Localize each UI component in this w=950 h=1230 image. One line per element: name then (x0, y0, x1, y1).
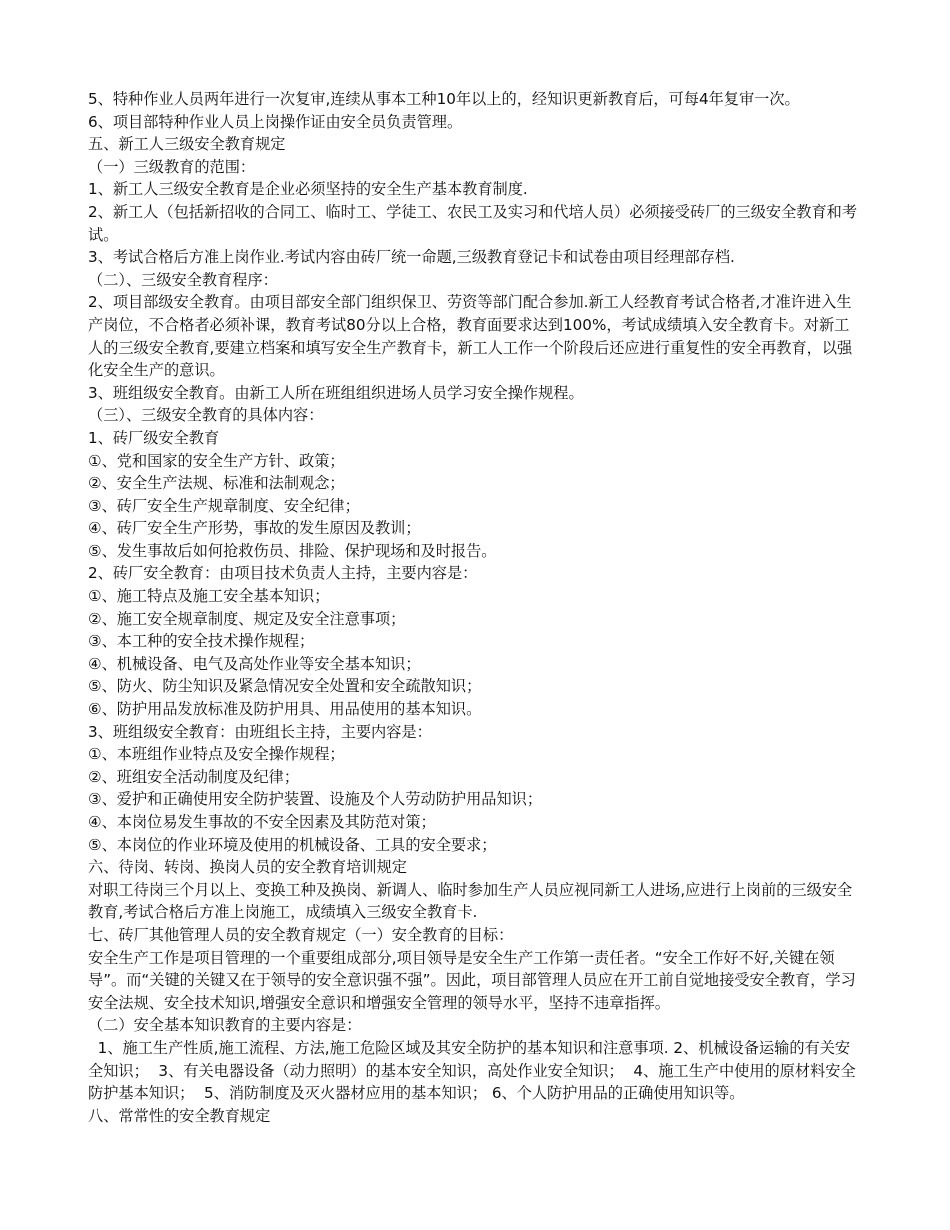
list-item: ②、安全生产法规、标准和法制观念； (88, 474, 345, 493)
list-item: ⑤、发生事故后如何抢救伤员、排险、保护现场和及时报告。 (88, 541, 497, 560)
list-item: ②、施工安全规章制度、规定及安全注意事项； (88, 609, 406, 628)
section-heading: 七、砖厂其他管理人员的安全教育规定（一）安全教育的目标： (88, 925, 514, 944)
subsection-heading: （二）安全基本知识教育的主要内容是： (88, 1016, 362, 1035)
subsection-heading: （一）三级教育的范围： (88, 157, 256, 176)
paragraph: 5、特种作业人员两年进行一次复审,连续从事本工种10年以上的，经知识更新教育后，可每4年复审一次。 (88, 90, 800, 108)
paragraph: 安全生产工作是项目管理的一个重要组成部分,项目领导是安全生产工作第一责任者。“安全工作好不好,关键在领导”。而“关键的关键又在于领导的安全意识强不强”。因此，项目部管理人员应在开工前自觉地接受安全教育，学习安全法规、安全技术知识,增强安全意识和增强安全管理的领导水平，坚持不违章指挥。 (88, 948, 856, 1012)
list-heading: 2、砖厂安全教育：由项目技术负责人主持，主要内容是： (88, 564, 478, 583)
list-item: ③、爱护和正确使用安全防护装置、设施及个人劳动防护用品知识； (88, 790, 543, 809)
paragraph: 2、新工人（包括新招收的合同工、临时工、学徒工、农民工及实习和代培人员）必须接受砖厂的三级安全教育和考试。 (88, 202, 858, 244)
paragraph: 2、项目部级安全教育。由项目部安全部门组织保卫、劳资等部门配合参加.新工人经教育考试合格者,才准许进入生产岗位，不合格者必须补课，教育考试80分以上合格，教育面要求达到100%，考试成绩填入安全教育卡。对新工人的三级安全教育,要建立档案和填写安全生产教育卡，新工人工作一个阶段后还应进行重复性的安全再教育，以强化安全生产的意识。 (88, 293, 853, 380)
subsection-heading: （三）、三级安全教育的具体内容： (88, 406, 324, 425)
paragraph: 1、新工人三级安全教育是企业必须坚持的安全生产基本教育制度. (88, 180, 528, 199)
list-item: ③、本工种的安全技术操作规程； (88, 632, 315, 651)
paragraph: 6、项目部特种作业人员上岗操作证由安全员负责管理。 (88, 112, 463, 131)
paragraph: 3、考试合格后方准上岗作业.考试内容由砖厂统一命题,三级教育登记卡和试卷由项目经理部存档. (88, 248, 735, 267)
list-item: ③、砖厂安全生产规章制度、安全纪律； (88, 496, 360, 515)
list-item: ②、班组安全活动制度及纪律； (88, 767, 300, 786)
paragraph: 对职工待岗三个月以上、变换工种及换岗、新调人、临时参加生产人员应视同新工人进场,应进行上岗前的三级安全教育,考试合格后方准上岗施工，成绩填入三级安全教育卡. (88, 880, 853, 922)
document-page (88, 88, 862, 1127)
list-item: ④、机械设备、电气及高处作业等安全基本知识； (88, 654, 421, 673)
list-item: ①、本班组作业特点及安全操作规程； (88, 745, 345, 764)
list-item: ④、本岗位易发生事故的不安全因素及其防范对策； (88, 813, 436, 831)
list-heading: 3、班组级安全教育：由班组长主持，主要内容是： (88, 722, 432, 741)
paragraph: 1、施工生产性质,施工流程、方法,施工危险区域及其安全防护的基本知识和注意事项. 2、机械设备运输的有关安全知识； 3、有关电器设备（动力照明）的基本安全知识，高处作业安全知识； 4、施工生产中使用的原材料安全防护基本知识； 5、消防制度及灭火器材应用的基本知识； 6、个人防护用品的正确使用知识等。 (88, 1038, 856, 1103)
list-item: ⑤、本岗位的作业环境及使用的机械设备、工具的安全要求； (88, 835, 497, 854)
section-heading: 五、新工人三级安全教育规定 (88, 135, 286, 154)
list-item: ⑤、防火、防尘知识及紧急情况安全处置和安全疏散知识； (88, 677, 482, 696)
list-heading: 1、砖厂级安全教育 (88, 428, 220, 447)
list-item: ①、施工特点及施工安全基本知识； (88, 587, 330, 606)
list-item: ⑥、防护用品发放标准及防护用具、用品使用的基本知识。 (88, 700, 482, 719)
subsection-heading: （二）、三级安全教育程序： (88, 270, 278, 289)
paragraph: 3、班组级安全教育。由新工人所在班组组织进场人员学习安全操作规程。 (88, 383, 584, 402)
section-heading: 八、常常性的安全教育规定 (88, 1106, 271, 1125)
list-item: ④、砖厂安全生产形势，事故的发生原因及教训； (88, 519, 421, 538)
list-item: ①、党和国家的安全生产方针、政策； (88, 451, 345, 470)
section-heading: 六、待岗、转岗、换岗人员的安全教育培训规定 (88, 858, 407, 877)
